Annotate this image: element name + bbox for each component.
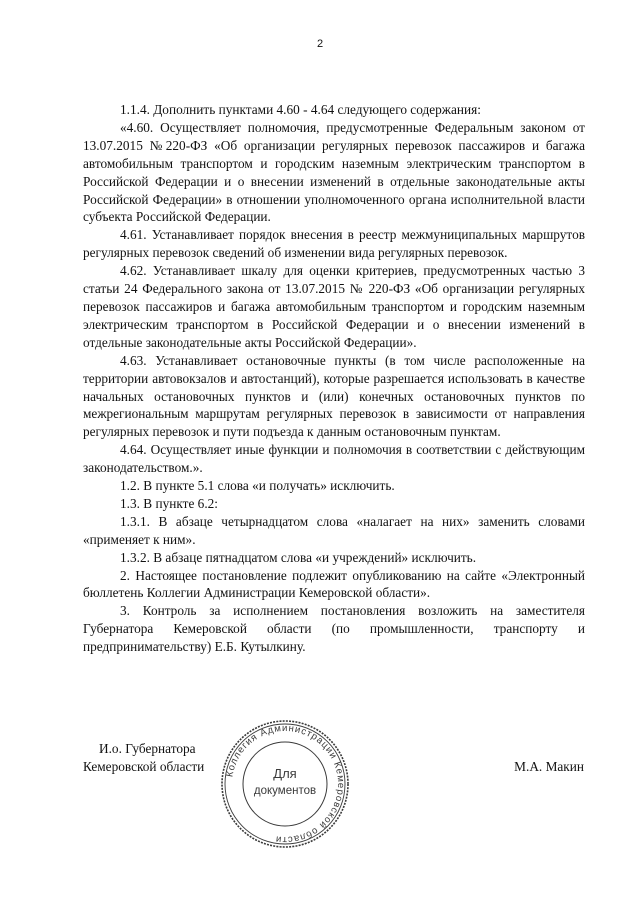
signer-position-line-1: И.о. Губернатора: [99, 741, 196, 756]
paragraph-4-64: 4.64. Осуществляет иные функции и полномочия в соответствии с действующим законодательством.».: [83, 442, 585, 476]
paragraph-4-60: «4.60. Осуществляет полномочия, предусмотренные Федеральным законом от 13.07.2015 №220-ФЗ «Об организации регулярных перевозок пассажиров и багажа автомобильным транспортом и городским наземным электрическим транспортом в Российской Федерации и о внесении изменений в отдельные законодательные акты Российской Федерации» в отношении уполномоченного органа исполнительной власти субъекта Российской Федерации.: [83, 119, 585, 225]
stamp-ring-text: Коллегия Администрации Кемеровской области: [224, 722, 347, 846]
official-stamp: [219, 718, 351, 850]
stamp-center-line-2: документов: [253, 785, 317, 797]
page-number: 2: [316, 38, 324, 50]
stamp-inner-ring: [243, 742, 327, 826]
paragraph-1-3-1: 1.3.1. В абзаце четырнадцатом слова «налагает на них» заменить словами «применяет к ним».: [83, 513, 585, 547]
stamp-outer-ring: [222, 721, 348, 847]
signer-position: [83, 740, 204, 776]
paragraph-1-3-2: 1.3.2. В абзаце пятнадцатом слова «и учреждений» исключить.: [120, 549, 477, 565]
paragraph-1-2: 1.2. В пункте 5.1 слова «и получать» исключить.: [120, 478, 395, 494]
paragraph-3: 3. Контроль за исполнением постановления возложить на заместителя Губернатора Кемеровской области (по промышленности, транспорту и предпринимательству) Е.Б. Кутылкину.: [83, 603, 585, 655]
signer-position-line-2: Кемеровской области: [83, 758, 205, 774]
signer-name: М.А. Макин: [514, 759, 584, 774]
paragraph-2: 2. Настоящее постановление подлежит опубликованию на сайте «Электронный бюллетень Коллегии Администрации Кемеровской области».: [83, 567, 585, 601]
document-body: [83, 101, 585, 656]
paragraph-4-61: 4.61. Устанавливает порядок внесения в реестр межмуниципальных маршрутов регулярных перевозок сведений об изменении вида регулярных перевозок.: [83, 227, 585, 261]
paragraph-1-3: 1.3. В пункте 6.2:: [120, 495, 218, 511]
paragraph-1-1-4: 1.1.4. Дополнить пунктами 4.60 - 4.64 следующего содержания:: [120, 102, 481, 117]
paragraph-4-62: 4.62. Устанавливает шкалу для оценки критериев, предусмотренных частью 3 статьи 24 Федерального закона от 13.07.2015 № 220-ФЗ «Об организации регулярных перевозок пассажиров и багажа автомобильным транспортом и городским наземным электрическим транспортом в Российской Федерации и о внесении изменений в отдельные законодательные акты Российской Федерации».: [83, 263, 585, 350]
signature-block: [83, 722, 585, 860]
stamp-center-line-1: Для: [273, 766, 297, 781]
paragraph-4-63: 4.63. Устанавливает остановочные пункты (в том числе расположенные на территории автовокзалов и автостанций), которые разрешается использовать в качестве начальных остановочных пунктов и (или) конечных остановочных пунктов по межрегиональным маршрутам регулярных перевозок в зависимости от направления регулярных перевозок и пути подъезда к данным остановочным пунктам.: [83, 352, 585, 440]
